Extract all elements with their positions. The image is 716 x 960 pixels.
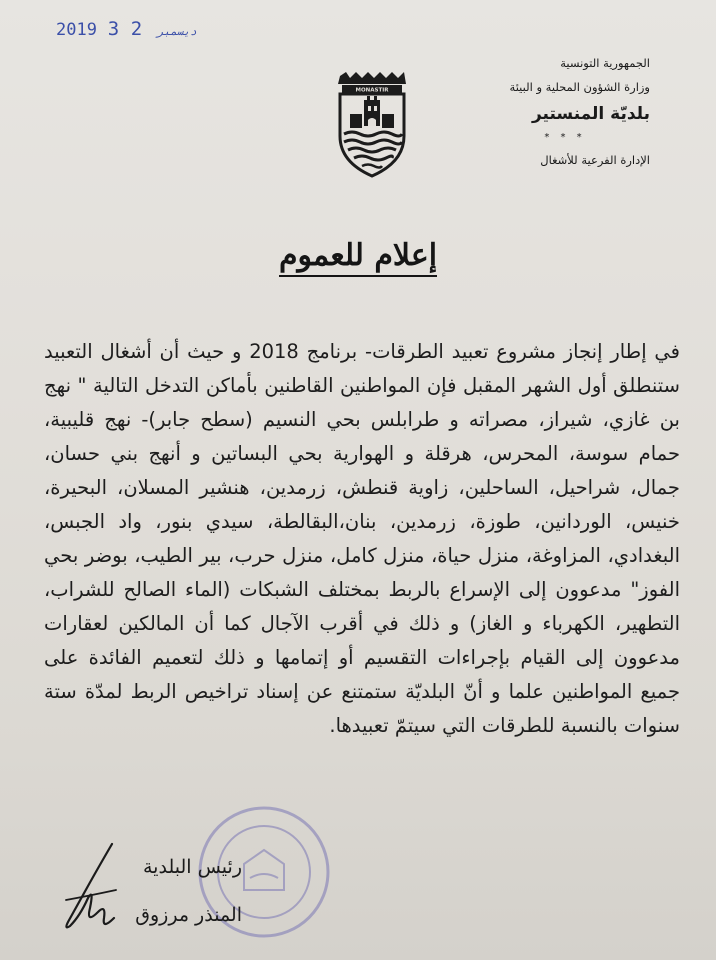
notice-title: [0, 238, 716, 273]
republic-name: الجمهورية التونسية: [560, 56, 650, 70]
header-separator: * * *: [544, 132, 586, 143]
letterhead: [410, 56, 650, 177]
ministry-name: وزارة الشؤون المحلية و البيئة: [509, 80, 650, 94]
notice-body: في إطار إنجاز مشروع تعبيد الطرقات- برنامج 2018 و حيث أن أشغال التعبيد ستنطلق أول الشهر المقبل فإن المواطنين القاطنين بأماكن التدخل التالية " نهج بن غازي، شيراز، مصراته و طرابلس بحي النسيم (سطح جابر)- نهج قليبية، حمام سوسة، المحرس، هرقلة و الهوارية بحي البساتين و أنهج بني حسان، جمال، شراحيل، الساحلين، زاوية قنطش، زرمدين، هنشير المسلان، البحيرة، خنيس، الوردانين، طوزة، زرمدين، بنان،البقالطة، سيدي بنور، واد الجبس، البغدادي، المزاوغة، منزل حياة، منزل كامل، منزل حرب، بير الطيب، بوضر بحي الفوز" مدعوون إلى الإسراع بالربط بمختلف الشبكات (الماء الصالح للشراب، التطهير، الكهرباء و الغاز) و ذلك في أقرب الآجال كما أن المالكين لعقارات مدعوون إلى القيام بإجراءات التقسيم أو إتمامها و ذلك لتعميم الفائدة على جميع المواطنين علما و أنّ البلديّة ستمتنع عن إسناد تراخيص الربط لمدّة ستة سنوات بالنسبة للطرقات التي سيتمّ تعبيدها.: [44, 340, 680, 737]
svg-text:MONASTIR: MONASTIR: [355, 87, 389, 94]
notice-title-text: إعلام للعموم: [279, 238, 437, 277]
date-stamp-year: 2019: [56, 20, 97, 40]
date-stamp-day: 2 3: [107, 18, 143, 40]
handwritten-signature-icon: [58, 838, 128, 938]
date-stamp: [56, 18, 201, 40]
monastir-municipality-crest-icon: [332, 70, 412, 180]
date-stamp-month: ديسمبر: [157, 25, 197, 38]
signatory-name: المنذر مرزوق: [135, 904, 242, 926]
signatory-role: رئيس البلدية: [143, 856, 242, 878]
department-name: الإدارة الفرعية للأشغال: [540, 153, 650, 167]
municipality-name: بلديّة المنستير: [531, 104, 650, 124]
